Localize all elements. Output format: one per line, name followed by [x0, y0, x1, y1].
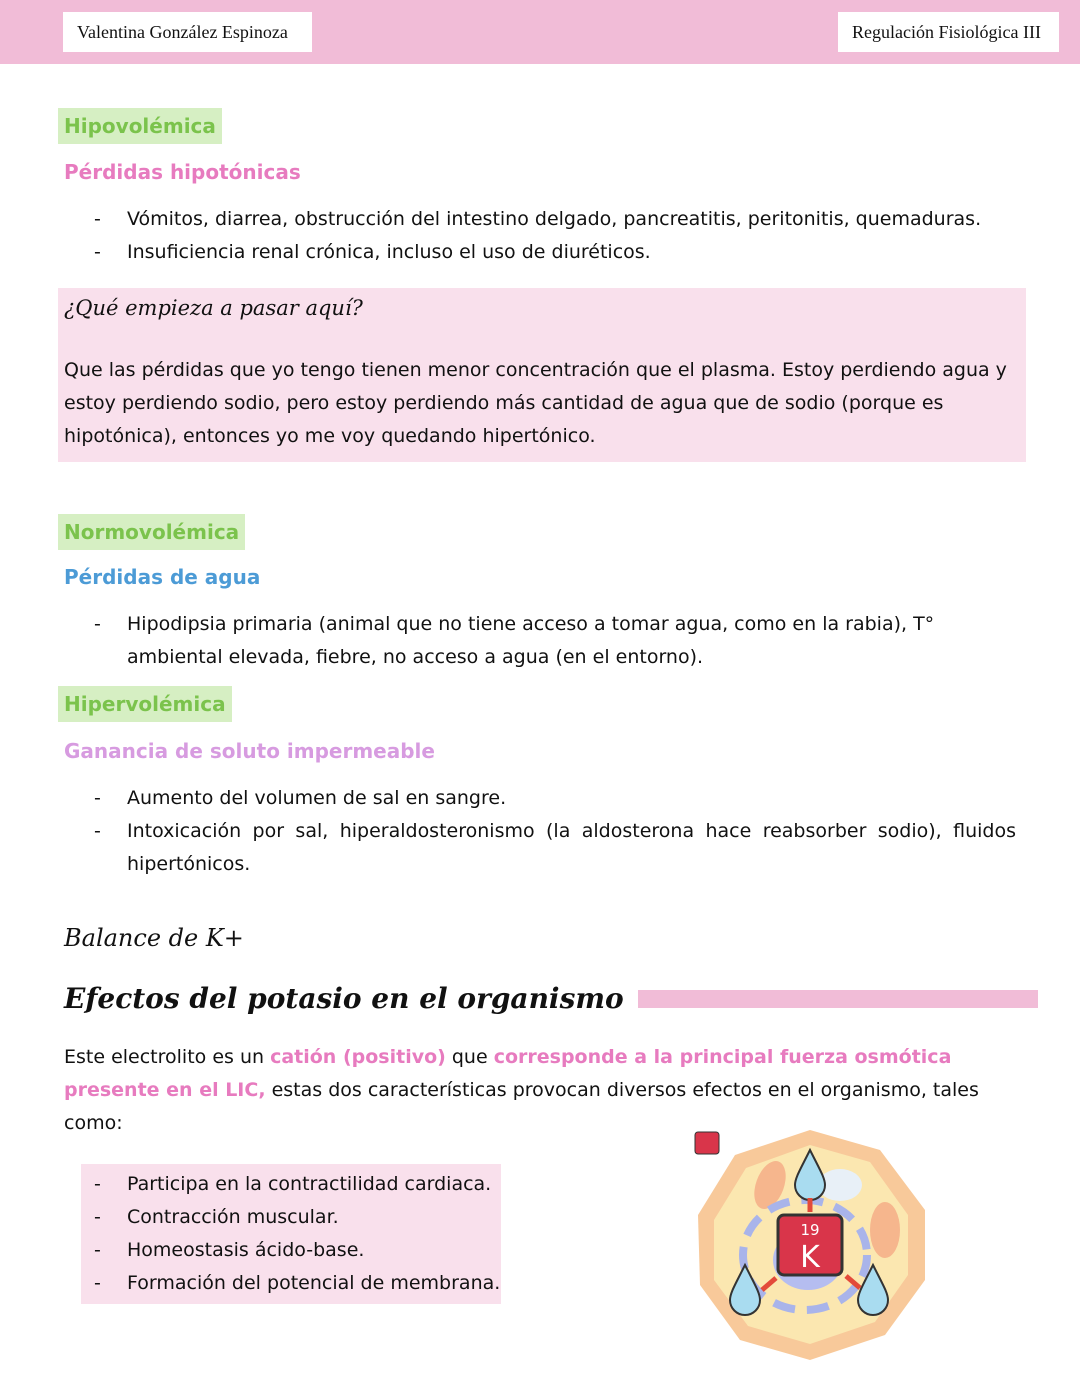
question-heading: ¿Qué empieza a pasar aquí?: [64, 296, 363, 320]
section-heading: Balance de K+: [64, 924, 244, 952]
tag-normovolemica: Normovolémica: [58, 514, 245, 550]
answer-text: Que las pérdidas que yo tengo tienen menor concentración que el plasma. Estoy perdiendo agua y estoy perdiendo sodio, pero estoy perdiendo más cantidad de agua que de sodio (porque es hipotónica), entonces yo me voy quedando hipertónico.: [64, 359, 1007, 447]
intro-text: que: [445, 1046, 494, 1068]
effects-list: [94, 1168, 514, 1300]
small-k-icon: [695, 1132, 719, 1154]
list-item: - Intoxicación por sal, hiperaldosteronismo (la aldosterona hace reabsorber sodio), fluidos hipertónicos.: [94, 815, 1016, 881]
list-item: - Aumento del volumen de sal en sangre.: [94, 782, 1016, 815]
subtitle-ganancia-soluto: Ganancia de soluto impermeable: [64, 739, 435, 763]
element-symbol: K: [800, 1240, 820, 1275]
highlight-cation: catión (positivo): [270, 1046, 446, 1068]
subtitle-perdidas-agua: Pérdidas de agua: [64, 565, 261, 589]
list-item: - Participa en la contractilidad cardiaca.: [94, 1168, 514, 1201]
list-item: - Homeostasis ácido-base.: [94, 1234, 514, 1267]
hipovolemica-list: [94, 203, 1016, 269]
section-title: Efectos del potasio en el organismo: [64, 982, 624, 1015]
list-item: - Formación del potencial de membrana.: [94, 1267, 514, 1300]
list-item: - Vómitos, diarrea, obstrucción del intestino delgado, pancreatitis, peritonitis, quemaduras.: [94, 203, 1016, 236]
tag-hipervolemica: Hipervolémica: [58, 686, 232, 722]
section-title-row: [64, 982, 1038, 1015]
header-bar: [0, 0, 1080, 64]
list-item: - Insuficiencia renal crónica, incluso el uso de diuréticos.: [94, 236, 1016, 269]
normovolemica-list: [94, 608, 1016, 674]
author-name: Valentina González Espinoza: [63, 12, 312, 52]
intro-text: Este electrolito es un: [64, 1046, 271, 1068]
list-item: - Contracción muscular.: [94, 1201, 514, 1234]
element-number: 19: [800, 1221, 820, 1239]
subtitle-perdidas-hipotonicas: Pérdidas hipotónicas: [64, 160, 301, 184]
intro-text: estas dos características provocan diversos efectos en el organismo, tales como:: [64, 1079, 979, 1134]
potassium-cell-illustration: [680, 1120, 940, 1370]
organelle: [870, 1202, 900, 1258]
title-underline-bar: [638, 990, 1038, 1008]
list-item: - Hipodipsia primaria (animal que no tiene acceso a tomar agua, como en la rabia), T° ambiental elevada, fiebre, no acceso a agua (en el entorno).: [94, 608, 1016, 674]
hipervolemica-list: [94, 782, 1016, 881]
highlight-fuerza-osmotica: corresponde a la principal fuerza osmótica presente en el LIC,: [64, 1046, 952, 1101]
tag-hipovolemica: Hipovolémica: [58, 108, 222, 144]
question-box: [58, 288, 1026, 462]
course-name: Regulación Fisiológica III: [838, 12, 1059, 52]
